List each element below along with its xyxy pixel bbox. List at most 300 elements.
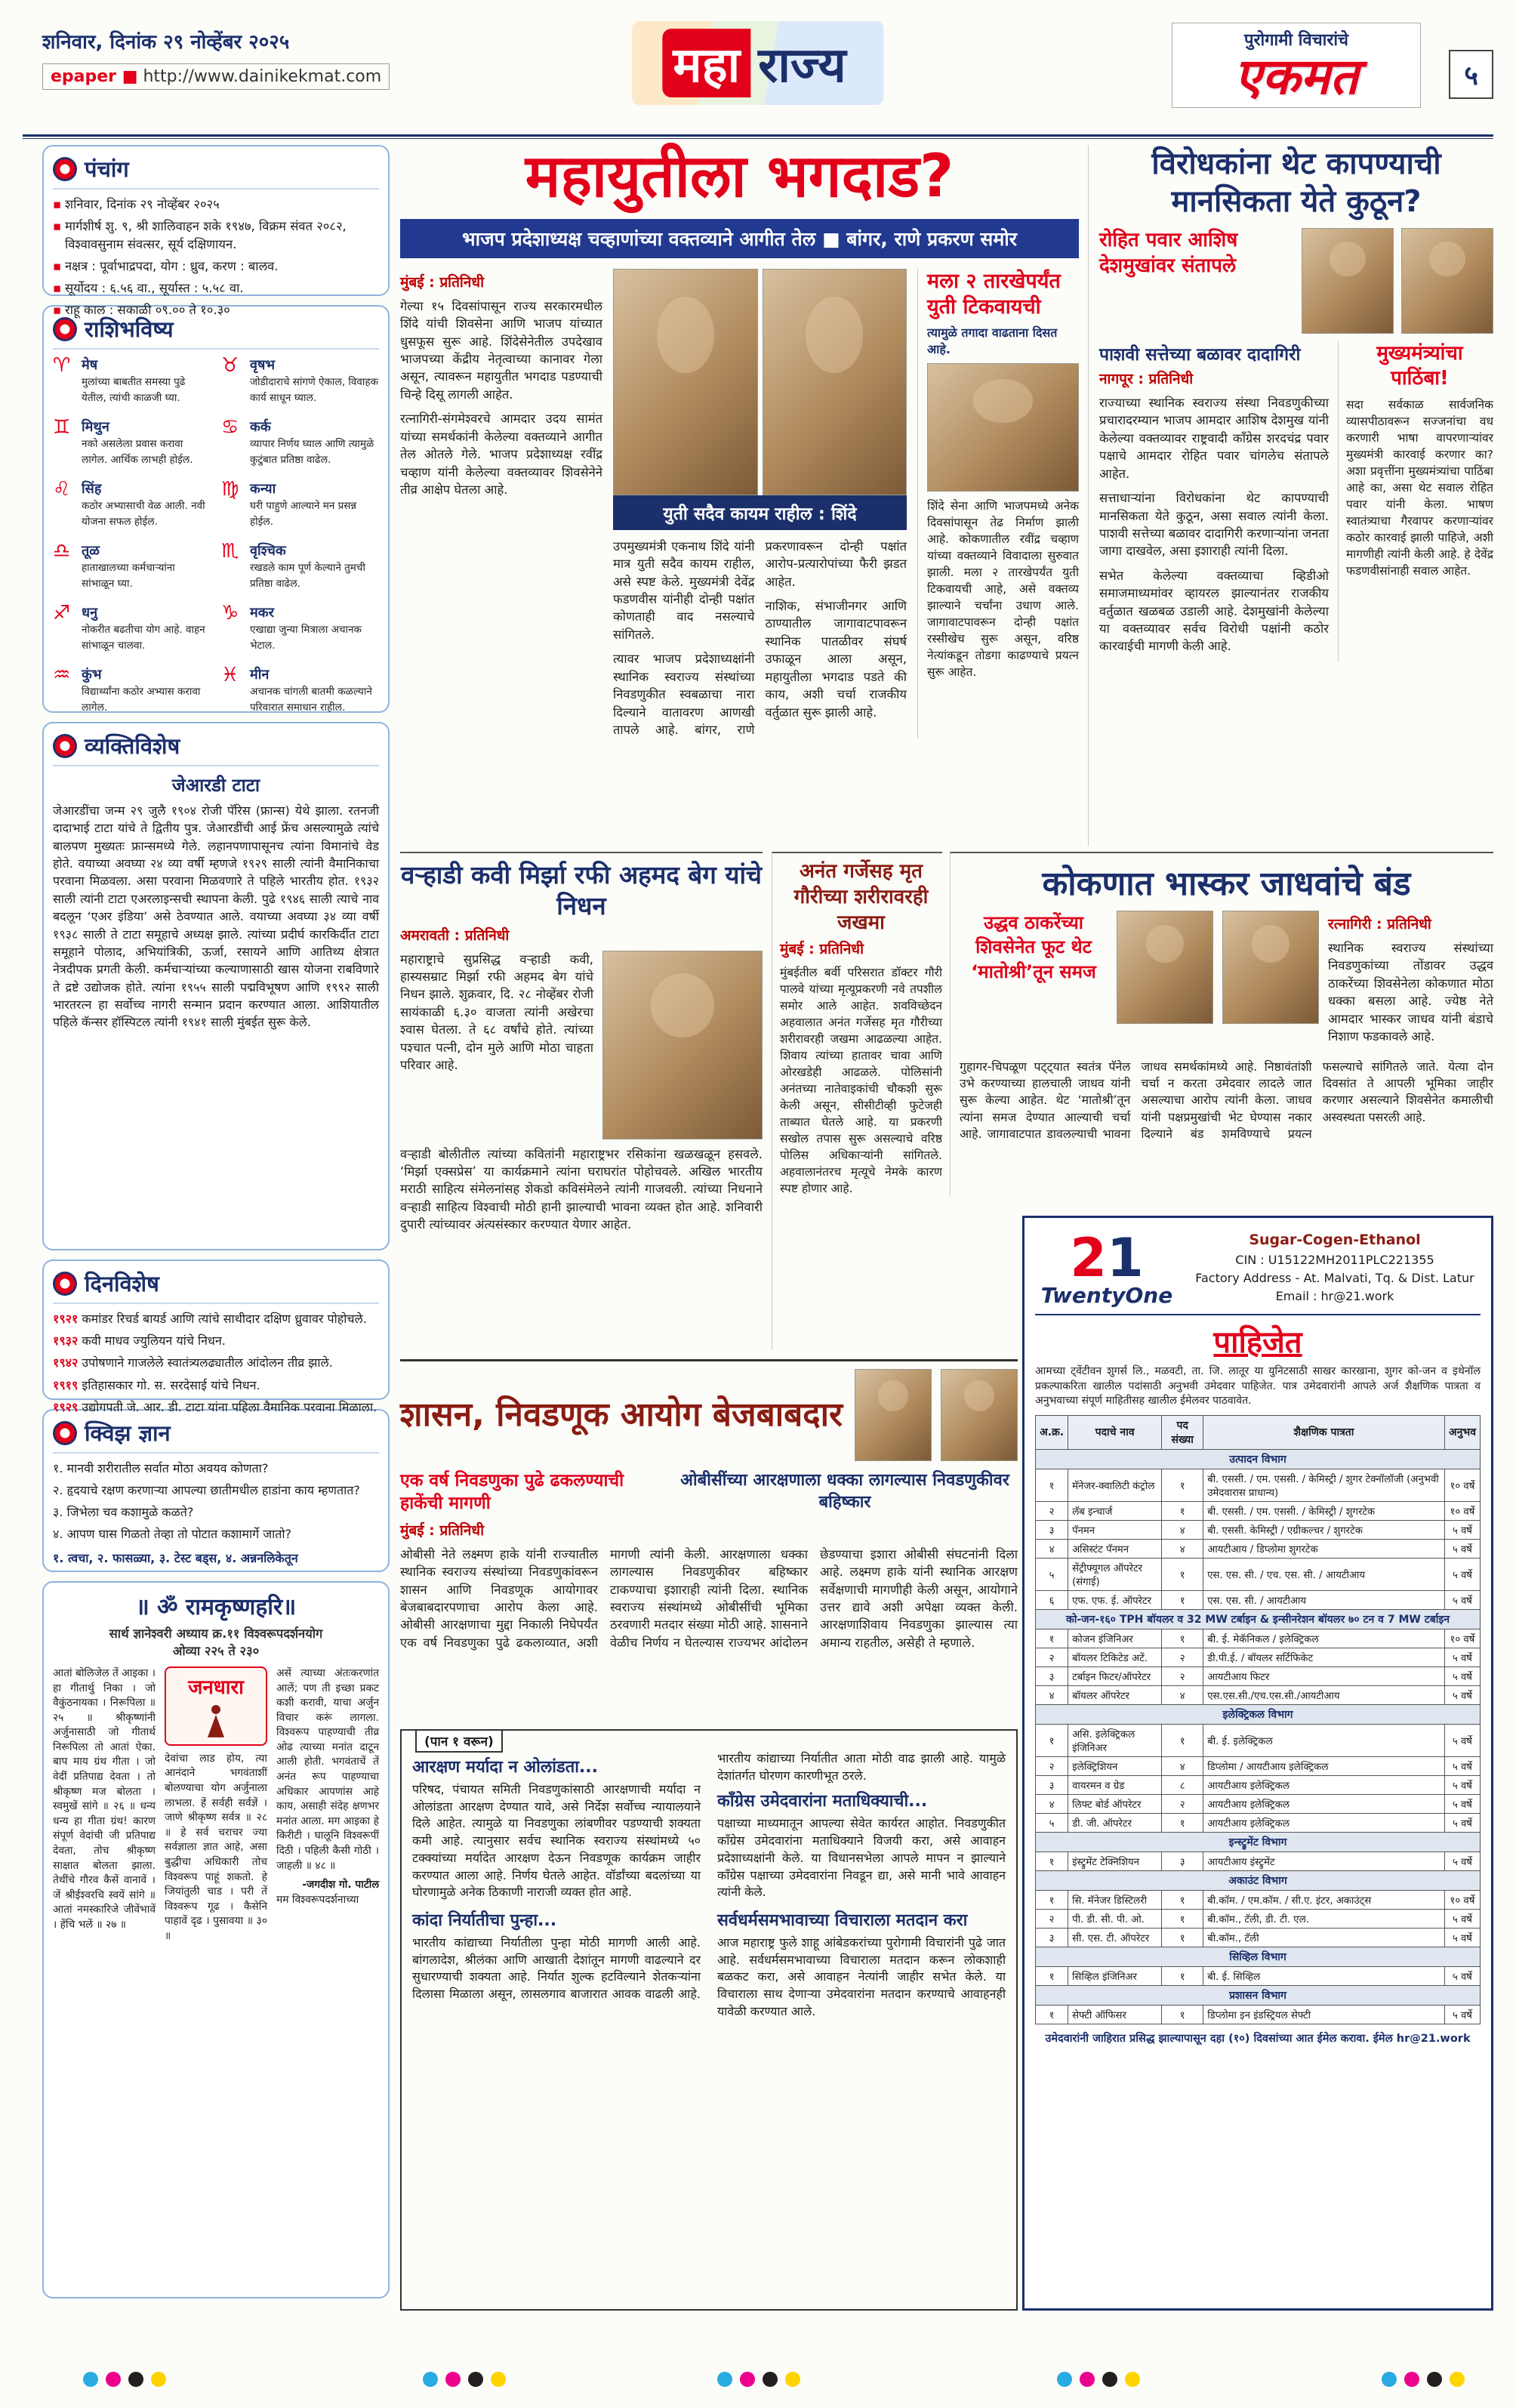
poet-obituary-article: [400, 852, 763, 1350]
devotional-col3: [276, 1666, 379, 1944]
yellow-dot: [1125, 2372, 1140, 2387]
quiz-question: ३. जिभेला चव कशामुळे कळते?: [53, 1505, 194, 1519]
photo-politician-right: [763, 269, 907, 495]
vacancy-experience: ५ वर्षे: [1444, 1520, 1480, 1539]
opposition-bold-subhead: पाशवी सत्तेच्या बळावर दादागिरी: [1099, 345, 1301, 365]
panchang-item: ▪ शनिवार, दिनांक २९ नोव्हेंबर २०२५: [53, 196, 379, 214]
black-dot: [468, 2372, 483, 2387]
twentyone-recruitment-ad: [1022, 1216, 1493, 2311]
vacancy-count: २: [1162, 1648, 1203, 1666]
vacancy-post: वायरमन व ग्रेड: [1068, 1775, 1162, 1794]
rosette-icon: [53, 157, 77, 181]
vacancy-qualification: बी. एससी. / एम. एससी. / केमिस्ट्री / शुगरटेक: [1203, 1501, 1445, 1520]
photo-politician-left: [613, 269, 758, 495]
day-special-title: दिनविशेष: [85, 1271, 159, 1296]
opposition-paragraph: सभेत केलेल्या वक्तव्याचा व्हिडीओ समाजमाध्यमांवर व्हायरल झाल्यानंतर राजकीय वर्तुळात खळबळ उडाली आहे. देशमुखांनी केलेल्या या वक्तव्यावर सर्वच विरोधी पक्षांनी कठोर कारवाईची मागणी केली आहे.: [1099, 568, 1329, 654]
vacancy-experience: ५ वर्षे: [1444, 1648, 1480, 1666]
yellow-dot: [1450, 2372, 1465, 2387]
opposition-red-subhead: रोहित पवार आशिष देशमुखांवर संतापले: [1099, 229, 1238, 277]
company-cin: CIN : U15122MH2011PLC221355: [1235, 1252, 1434, 1267]
vacancy-count: १: [1162, 1501, 1203, 1520]
company-products: Sugar-Cogen-Ethanol: [1249, 1232, 1421, 1249]
vacancy-experience: १० वर्षे: [1444, 1629, 1480, 1648]
yellow-dot: [151, 2372, 166, 2387]
brand-box: [1172, 23, 1421, 108]
vacancy-experience: ५ वर्षे: [1444, 1756, 1480, 1775]
election-subhead-row: [400, 1470, 1018, 1515]
vacancy-experience: ५ वर्षे: [1444, 1909, 1480, 1928]
vacancy-row: [1036, 1539, 1481, 1558]
vacancy-row: [1036, 1775, 1481, 1794]
horoscope-grid: [53, 356, 379, 727]
poet-obituary-grid: [400, 951, 763, 1145]
lead-body-grid: [400, 269, 1079, 739]
vacancy-post: सिव्हिल इंजिनिअर: [1068, 1966, 1162, 1985]
vacancy-serial: ४: [1036, 1685, 1068, 1704]
devotional-footline: मम विश्वरूपदर्शनाच्या: [276, 1893, 359, 1906]
col-count: पद संख्या: [1162, 1415, 1203, 1449]
vacancy-count: १: [1162, 1909, 1203, 1928]
vacancy-post: बॉयलर टिकिटेड अटें.: [1068, 1648, 1162, 1666]
zodiac-icon: ♋: [221, 416, 239, 439]
vacancy-count: ४: [1162, 1539, 1203, 1558]
logo-wordmark: TwentyOne: [1040, 1283, 1173, 1308]
zodiac-text: नको असलेला प्रवास करावा लागेल. आर्थिक लाभही होईल.: [82, 438, 193, 466]
vacancy-serial: २: [1036, 1501, 1068, 1520]
opposition-headline: विरोधकांना थेट कापण्याची मानसिकता येते कुठून?: [1151, 146, 1441, 219]
vacancy-serial: ३: [1036, 1666, 1068, 1685]
horoscope-item: [221, 665, 379, 720]
vacancy-count: १: [1162, 1890, 1203, 1909]
zodiac-name: मकर: [250, 605, 274, 621]
regmark-group: [83, 2372, 166, 2387]
continued-item: [412, 1755, 701, 1901]
day-special-item: [53, 1310, 379, 1327]
opposition-body-grid: [1099, 341, 1493, 662]
vacancy-count: १: [1162, 1558, 1203, 1590]
zodiac-icon: ♎: [53, 540, 71, 563]
horoscope-title: राशिभविष्य: [85, 316, 174, 342]
black-dot: [128, 2372, 143, 2387]
devotional-subtitle-line1: सार्थ ज्ञानेश्वरी अध्याय क्र.११ विश्वरूपदर्शनयोग: [109, 1626, 323, 1641]
vacancy-experience: ५ वर्षे: [1444, 1813, 1480, 1832]
event-year: १९४२: [53, 1355, 79, 1370]
vacancy-section-title: अकाउंट विभाग: [1036, 1870, 1481, 1890]
vacancy-serial: १: [1036, 2005, 1068, 2024]
vacancy-post: डी. जी. ऑपरेटर: [1068, 1813, 1162, 1832]
vacancy-qualification: बी.कॉम. / एम.कॉम. / सी.ए. इंटर, अकाउंट्स: [1203, 1890, 1445, 1909]
photo-ashish-deshmukh: [1401, 228, 1493, 334]
continued-item-head: सर्वधर्मसमभावाच्या विचाराला मतदान करा: [717, 1911, 968, 1931]
cyan-dot: [423, 2372, 438, 2387]
election-body-columns: [400, 1546, 1018, 1654]
vacancy-qualification: आयटीआय इंस्ट्रुमेंट: [1203, 1851, 1445, 1870]
konkan-body-bottom: गुहागर-चिपळूण पट्ट्यात स्वतंत्र पॅनेल उभे करण्याच्या हालचाली जाधव यांनी सुरू केल्या आहेत. थेट ‘मातोश्री’तून त्यांना समज देण्यात आल्याची चर्चा आहे. जागावाटपात डावलल्याची भावना जाधव समर्थकांमध्ये आहे. निष्ठावंतांशी चर्चा न करता उमेदवार लादले जात असल्याचा आरोप त्यांनी केला. जाधव यांनी पक्षप्रमुखांची भेट घेण्यास नकार दिल्याने बंड शमविण्याचे प्रयत्न फसल्याचे सांगितले जाते. येत्या दोन दिवसांत ते आपली भूमिका जाहीर करणार असल्याने शिवसेनेत कमालीची अस्वस्थता पसरली आहे.: [960, 1059, 1493, 1142]
devotional-title: ॥ ॐ रामकृष्णहरि॥: [135, 1594, 297, 1620]
zodiac-text: व्यापार निर्णय घ्याल आणि त्यामुळे कुटुंबात प्रतिष्ठा वाढेल.: [250, 438, 374, 466]
logo-digit-1: 1: [1107, 1227, 1144, 1289]
vacancy-serial: ५: [1036, 1813, 1068, 1832]
zodiac-text: अचानक चांगली बातमी कळल्याने परिवारात समाधान राहील.: [250, 686, 372, 714]
person-special-title: व्यक्तिविशेष: [85, 733, 180, 759]
vacancy-post: सि. मॅनेजर डिस्टिलरी: [1068, 1890, 1162, 1909]
company-email[interactable]: Email : hr@21.work: [1275, 1288, 1394, 1303]
day-special-item: [53, 1354, 379, 1371]
vacancy-post: बॉयलर ऑपरेटर: [1068, 1685, 1162, 1704]
col-experience: अनुभव: [1444, 1415, 1480, 1449]
devotional-col2-text: देवांचा लाड होय, त्या आनंदाने भगवंताशीं बोलण्याचा योग अर्जुनाला लाभला. हें सर्वही सर्वज्ञें । जाणे श्रीकृष्ण सर्वत्र ॥ २८ ॥ हे सर्व चराचर ज्या सर्वज्ञाला ज्ञात आहे, असा बुद्धीचा अधिकारी तोच विश्वरूप पाहूं शकतो. हे जियांतुली चाड । परी तें विश्वरूप गूढ । कैसेनि पाहावें दृढ । पुसावया ॥ ३० ॥: [165, 1752, 267, 1942]
continued-item-head: काँग्रेस उमेदवारांना मताधिक्याची...: [717, 1792, 928, 1811]
vacancy-serial: ६: [1036, 1590, 1068, 1609]
vacancy-footer-note: उमेदवारांनी जाहिरात प्रसिद्ध झाल्यापासून दहा (१०) दिवसांच्या आत ईमेल करावा. ईमेल hr@21.work: [1045, 2032, 1471, 2045]
continued-item: [717, 1908, 1006, 2021]
zodiac-name: तूळ: [82, 543, 100, 559]
vacancy-section: [1036, 1870, 1481, 1947]
lead-byline: मुंबई : प्रतिनिधी: [400, 273, 485, 291]
konkan-body-top: स्थानिक स्वराज्य संस्थांच्या निवडणुकांच्या तोंडावर उद्धव ठाकरेंच्या शिवसेनेला कोकणात मोठा धक्का बसला आहे. ज्येष्ठ नेते आमदार भास्कर जाधव यांनी बंडाचे निशाण फडकावले आहे.: [1328, 941, 1493, 1044]
vacancy-row: [1036, 1756, 1481, 1775]
election-headline: शासन, निवडणूक आयोग बेजबाबदार: [400, 1395, 843, 1434]
konkan-red-block: उद्धव ठाकरेंच्या शिवसेनेत फूट थेट ‘मातोश्री’तून समज: [971, 912, 1096, 982]
photo-mirza-rafi: [602, 951, 763, 1139]
rosette-icon: [53, 1272, 77, 1296]
photo-sidebar-leader: [927, 363, 1079, 492]
day-special-item: [53, 1398, 379, 1416]
horoscope-item: [221, 356, 379, 410]
vacancy-post: मॅनेजर-क्वालिटी कंट्रोल: [1068, 1469, 1162, 1501]
person-bio: जेआरडींचा जन्म २९ जुलै १९०४ रोजी पॅरिस (फ्रान्स) येथे झाला. रतनजी दादाभाई टाटा यांचे ते द्वितीय पुत्र. जेआरडींची आई फ्रेंच असल्यामुळे त्यांचे बालपण मुख्यतः फ्रान्समध्ये गेले. लहानपणापासूनच त्यांना विमानांचे वेड होते. वयाच्या अवघ्या २४ व्या वर्षी म्हणजे १९२९ साली त्यांनी वैमानिकाचा परवाना मिळवला. असा परवाना मिळवणारे ते पहिले भारतीय होत. १९३२ साली त्यांनी टाटा एअरलाइन्सची स्थापना केली. पुढे १९४६ साली त्याचे नाव बदलून ‘एअर इंडिया’ असे ठेवण्यात आले. वयाच्या अवघ्या ३४ व्या वर्षी १९३८ साली ते टाटा समूहाचे अध्यक्ष झाले. त्यांच्या प्रदीर्घ कारकिर्दीत टाटा समूहाने पोलाद, अभियांत्रिकी, ऊर्जा, रसायने आणि आतिथ्य क्षेत्रात नेत्रदीपक प्रगती केली. कर्मचाऱ्यांच्या कल्याणासाठी खास योजना राबविणारे ते द्रष्टे उद्योजक होते. त्यांना १९५५ साली पद्मविभूषण आणि १९९२ साली भारतरत्न हा सर्वोच्च नागरी सन्मान प्रदान करण्यात आला. आशियातील पहिले कॅन्सर हॉस्पिटल त्यांनी १९४१ साली मुंबईत सुरू केले.: [53, 803, 379, 1030]
zodiac-name: मीन: [250, 667, 270, 683]
vacancy-experience: ५ वर्षे: [1444, 1966, 1480, 1985]
continued-item-head: कांदा निर्यातीचा पुन्हा...: [412, 1911, 557, 1931]
vacancy-experience: १० वर्षे: [1444, 1890, 1480, 1909]
vacancy-experience: ५ वर्षे: [1444, 1775, 1480, 1794]
crime-headline: अनंत गर्जेसह मृत गौरीच्या शरीरावरही जखमा: [793, 860, 929, 934]
cyan-dot: [1382, 2372, 1397, 2387]
vacancy-serial: ५: [1036, 1558, 1068, 1590]
zodiac-name: वृश्चिक: [250, 543, 286, 559]
vacancy-count: ४: [1162, 1685, 1203, 1704]
zodiac-text: हाताखालच्या कर्मचाऱ्यांना सांभाळून घ्या.: [82, 562, 175, 590]
vacancy-qualification: डी.पी.ई. / बॉयलर सर्टिफिकेट: [1203, 1648, 1445, 1666]
vacancy-qualification: बी.कॉम., टॅली: [1203, 1928, 1445, 1947]
vacancy-serial: १: [1036, 1890, 1068, 1909]
vacancy-row: [1036, 1685, 1481, 1704]
vacancy-serial: ३: [1036, 1928, 1068, 1947]
vacancy-post: इलेक्ट्रिशियन: [1068, 1756, 1162, 1775]
black-dot: [1102, 2372, 1117, 2387]
vacancy-count: ३: [1162, 1851, 1203, 1870]
photo-rohit-pawar: [1302, 228, 1394, 334]
continued-columns: [412, 1750, 1006, 2300]
vacancy-row: [1036, 1590, 1481, 1609]
vacancy-qualification: बी. ई. मेकॅनिकल / इलेक्ट्रिकल: [1203, 1629, 1445, 1648]
opposition-article: [1099, 145, 1493, 846]
zodiac-text: घरी पाहुणे आल्याने मन प्रसन्न होईल.: [250, 500, 357, 528]
election-headline-row: [400, 1369, 1018, 1461]
lead-paragraph: नाशिक, संभाजीनगर आणि ठाण्यातील जागावाटपावरून स्थानिक पातळीवर संघर्ष उफाळून आला असून, महायुतीला भगदाड पडते की काय, अशी चर्चा राजकीय वर्तुळात सुरू झाली आहे.: [765, 599, 907, 720]
lead-story: [400, 145, 1089, 846]
devotional-col2: [165, 1666, 267, 1944]
horoscope-item: [221, 479, 379, 534]
vacancy-row: [1036, 1648, 1481, 1666]
vacancy-row: [1036, 1851, 1481, 1870]
janadhara-logo-text: जनधारा: [188, 1676, 244, 1699]
vacancy-serial: २: [1036, 1909, 1068, 1928]
lead-paragraph: गेल्या १५ दिवसांपासून राज्य सरकारमधील शिंदे यांची शिवसेना आणि भाजप यांच्यात धुसफूस सुरू आहे. शिंदेसेनेतील उपदेखाव भाजपच्या केंद्रीय नेतृत्वाच्या कानावर गेला असून, त्यावरून महायुतीत भगदाड पडण्याची चिन्हे दिसू लागली आहेत.: [400, 298, 602, 402]
lead-continued-text: [613, 538, 907, 739]
opposition-main-col: [1099, 341, 1329, 662]
panchang-item: ▪ मार्गशीर्ष शु. ९, श्री शालिवाहन शके १९४७, विक्रम संवत २०८२, विश्वावसुनाम संवत्सर, सूर्य दक्षिणायन.: [53, 217, 379, 254]
zodiac-text: मुलांच्या बाबतीत समस्या पुढे येतील, त्यांची काळजी घ्या.: [82, 376, 186, 404]
election-byline: मुंबई : प्रतिनिधी: [400, 1522, 485, 1539]
vacancy-post: असि. इलेक्ट्रिकल इंजिनिअर: [1068, 1724, 1162, 1756]
vacancy-row: [1036, 1629, 1481, 1648]
vacancy-serial: १: [1036, 1469, 1068, 1501]
page-header: [23, 17, 1493, 131]
vacancy-section-title: इलेक्ट्रिकल विभाग: [1036, 1704, 1481, 1724]
lead-paragraph: उपमुख्यमंत्री एकनाथ शिंदे यांनी मात्र युती सदैव कायम राहील, असे स्पष्ट केले. मुख्यमंत्री देवेंद्र फडणवीस यांनीही दोन्ही पक्षांत कोणताही वाद नसल्याचे सांगितले.: [613, 538, 755, 642]
konkan-subrow: [960, 911, 1493, 1053]
vacancy-post: टर्बाइन फिटर/ऑपरेटर: [1068, 1666, 1162, 1685]
vacancy-post: असिस्टंट पॅनमन: [1068, 1539, 1162, 1558]
epaper-url[interactable]: http://www.dainikekmat.com: [143, 67, 382, 86]
vacancy-post: पॅनमन: [1068, 1520, 1162, 1539]
vacancy-experience: १० वर्षे: [1444, 1469, 1480, 1501]
zodiac-name: वृषभ: [250, 357, 276, 373]
col-qualification: शैक्षणिक पात्रता: [1203, 1415, 1445, 1449]
vacancy-qualification: बी. ई. इलेक्ट्रिकल: [1203, 1724, 1445, 1756]
vacancy-qualification: बी.कॉम., टॅली, डी. टी. एल.: [1203, 1909, 1445, 1928]
opposition-paragraph: सत्ताधाऱ्यांना विरोधकांना थेट कापण्याची मानसिकता येते कुठून, असा सवाल त्यांनी केला. पाशवी सत्तेच्या बळावर दादागिरी करणाऱ्यांना जनता जागा दाखवेल, असा इशाराही त्यांनी दिला.: [1099, 491, 1329, 559]
zodiac-icon: ♏: [221, 540, 239, 563]
vacancy-section: [1036, 1985, 1481, 2024]
col-serial: अ.क्र.: [1036, 1415, 1068, 1449]
zodiac-name: धनु: [82, 605, 98, 621]
vacancy-qualification: डिप्लोमा / आयटीआय इलेक्ट्रिकल: [1203, 1756, 1445, 1775]
panchang-item: ▪ सूर्योदय : ६.५६ वा., सूर्यास्त : ५.५८ वा.: [53, 279, 379, 298]
vacancy-count: २: [1162, 1794, 1203, 1813]
black-dot: [1427, 2372, 1442, 2387]
horoscope-item: [221, 541, 379, 596]
vacancy-qualification: आयटीआय इलेक्ट्रिकल: [1203, 1775, 1445, 1794]
vacancy-serial: १: [1036, 1966, 1068, 1985]
vacancy-experience: ५ वर्षे: [1444, 1539, 1480, 1558]
yellow-dot: [785, 2372, 800, 2387]
vacancy-intro: आमच्या ट्वेंटीवन शुगर्स लि., मळवटी, ता. जि. लातूर या युनिटसाठी साखर कारखाना, शुगर को-जन व इथेनॉल प्रकल्पाकरिता खालील पदांसाठी अनुभवी उमेदवार पाहिजेत. पात्र उमेदवारांनी आपले अर्ज शैक्षणिक पात्रता व अनुभवाच्या संपूर्ण माहितीसह खालील ईमेलवर पाठवावेत.: [1035, 1365, 1481, 1407]
vacancy-row: [1036, 1558, 1481, 1590]
vacancy-qualification: एस.एस.सी./एच.एस.सी./आयटीआय: [1203, 1685, 1445, 1704]
horoscope-item: [53, 418, 211, 472]
vacancy-serial: २: [1036, 1756, 1068, 1775]
magenta-dot: [1080, 2372, 1095, 2387]
lead-col2: [613, 269, 907, 739]
vacancy-post: एफ. एफ. ई. ऑपरेटर: [1068, 1590, 1162, 1609]
quiz-answers: १. त्वचा, २. फासळ्या, ३. टेस्ट बड्स, ४. अन्ननलिकेतून: [53, 1551, 298, 1565]
epaper-label: epaper ■: [51, 67, 138, 86]
vacancy-count: १: [1162, 2005, 1203, 2024]
vacancy-serial: ४: [1036, 1794, 1068, 1813]
zodiac-name: मेष: [82, 357, 98, 373]
vacancy-count: १: [1162, 1724, 1203, 1756]
vacancy-count: १: [1162, 1813, 1203, 1832]
lead-headline: महायुतीला भगदाड?: [525, 143, 954, 211]
poet-photo-col: [602, 951, 763, 1145]
zodiac-icon: ♒: [53, 664, 71, 686]
vacancy-serial: १: [1036, 1724, 1068, 1756]
brand-name: एकमत: [1234, 48, 1359, 106]
yellow-dot: [491, 2372, 506, 2387]
page-number: ५: [1449, 50, 1493, 99]
vacancy-qualification: बी. एससी. / एम. एससी. / केमिस्ट्री / शुगर टेक्नॉलॉजी (अनुभवी उमेदवारास प्राधान्य): [1203, 1469, 1445, 1501]
regmark-group: [423, 2372, 506, 2387]
event-text: उपोषणाने गाजलेले स्वातंत्र्यलढ्यातील आंदोलन तीव्र झाले.: [82, 1355, 333, 1370]
devotional-subtitle-line2: ओव्या २२५ ते २३०: [172, 1644, 260, 1658]
magenta-dot: [106, 2372, 121, 2387]
vacancy-experience: ५ वर्षे: [1444, 1724, 1480, 1756]
quiz-question: २. हृदयाचे रक्षण करणाऱ्या आपल्या छातीमधील हाडांना काय म्हणतात?: [53, 1483, 360, 1497]
vacancy-count: १: [1162, 1469, 1203, 1501]
col-post: पदाचे नाव: [1068, 1415, 1162, 1449]
vacancy-post: लिफ्ट बोर्ड ऑपरेटर: [1068, 1794, 1162, 1813]
crime-article: [772, 852, 942, 1350]
event-text: कवी माधव ज्युलियन यांचे निधन.: [82, 1333, 226, 1349]
event-year: १९२१: [53, 1312, 79, 1326]
epaper-link[interactable]: [42, 63, 390, 90]
zodiac-text: कठोर अभ्यासाची वेळ आली. नवी योजना सफल होईल.: [82, 500, 205, 528]
vacancy-experience: ५ वर्षे: [1444, 2005, 1480, 2024]
horoscope-item: [221, 603, 379, 658]
election-red-subhead: एक वर्ष निवडणुका पुढे ढकलण्याची हाकेंची मागणी: [400, 1471, 624, 1513]
vacancy-section: [1036, 1832, 1481, 1870]
horoscope-item: [221, 418, 379, 472]
lead-col1: [400, 269, 602, 739]
event-text: इतिहासकार गो. स. सरदेसाई यांचे निधन.: [82, 1377, 260, 1392]
vacancy-count: १: [1162, 1629, 1203, 1648]
cyan-dot: [83, 2372, 98, 2387]
horoscope-item: [53, 479, 211, 534]
vacancy-experience: ५ वर्षे: [1444, 1590, 1480, 1609]
rosette-icon: [53, 1421, 77, 1445]
cyan-dot: [717, 2372, 732, 2387]
vacancy-serial: ३: [1036, 1520, 1068, 1539]
devotional-col1: आतां बोलिजेल तें आइका । हा गीतार्थु निका । जो वैकुंठनायका । निरूपिला ॥ २५ ॥ श्रीकृष्णांनी अर्जुनासाठी जो गीतार्थ निरूपिला तो आतां ऐका. बाप माय ग्रंथ गीता । जो वेदीं प्रतिपाद्य देवता । तो श्रीकृष्ण मज बोलता । स्वमुखें सांगे ॥ २६ ॥ धन्य धन्य हा गीता ग्रंथ! कारण संपूर्ण वेदांची जी प्रतिपाद्य देवता, तोच श्रीकृष्ण साक्षात बोलता झाला. तेथींचे गौरव कैसें वानावें । जें श्रीईश्वरचि स्वयें सांगे ॥ आतां नमस्कारिजे जीवेंभावें । हेंचि भलें ॥ २७ ॥: [53, 1667, 156, 1931]
vacancy-serial: १: [1036, 1629, 1068, 1648]
zodiac-text: विद्यार्थ्यांना कठोर अभ्यास करावा लागेल.: [82, 686, 201, 714]
zodiac-text: रखडले काम पूर्ण केल्याने तुमची प्रतिष्ठा वाढेल.: [250, 562, 365, 590]
person-special-section: [42, 722, 390, 1250]
vacancy-row: [1036, 2005, 1481, 2024]
company-info: [1189, 1229, 1481, 1306]
vacancy-serial: २: [1036, 1648, 1068, 1666]
election-commission-article: [400, 1359, 1018, 1723]
crime-body: मुंबईतील बर्वी परिसरात डॉक्टर गौरी पालवे यांच्या मृत्यूप्रकरणी नवे तपशील समोर आले आहेत. शवविच्छेदन अहवालात अनंत गर्जेसह मृत गौरीच्या शरीरावरही जखमा आढळल्या आहेत. शिवाय त्यांच्या हातावर चावा आणि ओरखडेही आढळले. पोलिसांनी अनंतच्या नातेवाइकांची चौकशी सुरू केली असून, सीसीटीव्ही फुटेजही ताब्यात घेतले आहे. या प्रकरणी सखोल तपास सुरू असल्याचे वरिष्ठ पोलिस अधिकाऱ्यांनी सांगितले. अहवालानंतरच मृत्यूचे नेमके कारण स्पष्ट होणार आहे.: [780, 966, 942, 1196]
vacancy-section-title: इन्स्ट्रुमेंट विभाग: [1036, 1832, 1481, 1851]
vacancy-row: [1036, 1666, 1481, 1685]
vacancy-section: [1036, 1609, 1481, 1704]
continued-from-page1-box: [400, 1729, 1018, 2311]
vacancy-count: ८: [1162, 1775, 1203, 1794]
zodiac-text: एखाद्या जुन्या मित्राला अचानक भेटाल.: [250, 624, 362, 652]
rosette-icon: [53, 317, 77, 341]
janadhara-ad: [165, 1666, 267, 1746]
election-body: ओबीसी नेते लक्ष्मण हाके यांनी राज्यातील स्थानिक स्वराज्य संस्थांच्या निवडणुकांवरून शासन आणि निवडणूक आयोगावर बेजबाबदारपणाचा आरोप केला आहे. ओबीसी आरक्षणाचा मुद्दा निकाली निघेपर्यंत एक वर्ष निवडणुका पुढे ढकलाव्यात, अशी मागणी त्यांनी केली. आरक्षणाला धक्का लागल्यास निवडणुकीवर बहिष्कार टाकण्याचा इशाराही त्यांनी दिला. स्थानिक स्वराज्य संस्थांमध्ये ओबीसींची भूमिका ठरवणारी मतदार संख्या मोठी आहे. शासनाने वेळीच निर्णय न घेतल्यास राज्यभर आंदोलन छेडण्याचा इशारा ओबीसी संघटनांनी दिला आहे. लक्ष्मण हाके यांनी स्थानिक आरक्षण सर्वेक्षणाची मागणीही केली असून, आयोगाने उत्तर द्यावे अशी अपेक्षा व्यक्त केली. आरक्षणाशिवाय निवडणुका झाल्यास त्या अमान्य राहतील, असेही ते म्हणाले.: [400, 1546, 1018, 1650]
continued-item-body: भारतीय कांद्याच्या निर्यातीला पुन्हा मोठी मागणी आली आहे. बांगलादेश, श्रीलंका आणि आखाती देशांतून मागणी वाढल्याने दर सुधारण्याची शक्यता आहे. निर्यात शुल्क हटविल्याने शेतकऱ्यांना दिलासा मिळाला असून, लासलगाव बाजारात आवक वाढली आहे. भारतीय कांद्याच्या निर्यातीत आता मोठी वाढ झाली आहे. यामुळे देशांतर्गत घोरणग कारणीभूत ठरले.: [412, 1751, 1006, 2002]
photo-speaker-2: [941, 1369, 1018, 1461]
devotional-col3-text: असें त्याच्या अंतःकरणांत आलें; पण ती इच्छा प्रकट कशी करावी, याचा अर्जुन विचार करूं लागला. विश्वरूप पाहण्याची तीव्र ओढ त्याच्या मनांत दाटून आली होती. भगवंताचें तें अनंत रूप पाहण्याचा अधिकार आपणांस आहे काय, असाही संदेह क्षणभर मनांत आला. मग आइका हे किरीटी । घालूनि विश्वरूपीं दिठी । पहिली कैसी गोठी । जाहली ॥ ४८ ॥: [276, 1667, 379, 1872]
regmark-group: [1382, 2372, 1465, 2387]
event-year: १९२९: [53, 1399, 79, 1414]
horoscope-item: [53, 603, 211, 658]
day-special-item: [53, 1332, 379, 1349]
zodiac-name: सिंह: [82, 481, 102, 497]
zodiac-text: जोडीदाराचे सांगणे ऐकाल, विवाहक कार्य साधून घ्याल.: [250, 376, 378, 404]
devotional-columns: [53, 1666, 379, 1944]
regmark-group: [1057, 2372, 1140, 2387]
konkan-lede: [1328, 911, 1493, 1053]
devotional-author: -जगदीश गो. पाटील: [302, 1879, 379, 1892]
event-text: उद्योगपती जे. आर. डी. टाटा यांना पहिला वैमानिक परवाना मिळाला.: [82, 1399, 377, 1414]
zodiac-text: नोकरीत बढतीचा योग आहे. वाहन सांभाळून चालवा.: [82, 624, 205, 652]
horoscope-item: [53, 356, 211, 410]
panchang-title: पंचांग: [85, 156, 129, 182]
zodiac-icon: ♐: [53, 602, 71, 624]
konkan-headline: कोकणात भास्कर जाधवांचे बंड: [1042, 865, 1411, 903]
horoscope-item: [53, 665, 211, 720]
sidebar-body: शिंदे सेना आणि भाजपमध्ये अनेक दिवसांपासून तेढ निर्माण झाली आहे. कोकणातील रवींद्र चव्हाण यांच्या वक्तव्याने विवादाला सुरुवात झाली. मला २ तारखेपर्यंत युती टिकवायची आहे, असे वक्तव्य झाल्याने चर्चांना उधाण आले. जागावाटपावरून दोन्ही पक्षांत रस्सीखेच सुरू असून, वरिष्ठ नेत्यांकडून तोडगा काढण्याचे प्रयत्न सुरू आहेत.: [927, 499, 1079, 680]
continued-tab: (पान १ वरून): [415, 1729, 503, 1753]
day-special-item: [53, 1377, 379, 1394]
lead-paragraph: त्यावर भाजप प्रदेशाध्यक्षांनी स्थानिक स्वराज्य संस्थांच्या निवडणुकीत स्वबळाचा नारा दिल्याने वातावरण आणखी तापले आहे. बांगर, राणे प्रकरणावरून दोन्ही पक्षांत आरोप-प्रत्यारोपांच्या फैरी झडत आहेत.: [613, 538, 907, 738]
person-name: जेआरडी टाटा: [171, 775, 260, 796]
cyan-dot: [1057, 2372, 1072, 2387]
vacancy-section-title: उत्पादन विभाग: [1036, 1449, 1481, 1469]
vacancy-post: इंस्ट्रुमेंट टेक्निशियन: [1068, 1851, 1162, 1870]
vacancy-row: [1036, 1890, 1481, 1909]
vacancy-qualification: बी. ई. सिव्हिल: [1203, 1966, 1445, 1985]
lead-photo-caption: युती सदैव कायम राहील : शिंदे: [613, 495, 907, 530]
vacancy-qualification: आयटीआय इलेक्ट्रिकल: [1203, 1794, 1445, 1813]
zodiac-icon: ♑: [221, 602, 239, 624]
vacancy-experience: ५ वर्षे: [1444, 1685, 1480, 1704]
vacancy-section-title: प्रशासन विभाग: [1036, 1985, 1481, 2005]
zodiac-name: मिथुन: [82, 419, 109, 435]
rosette-icon: [53, 734, 77, 758]
vacancy-serial: ३: [1036, 1775, 1068, 1794]
quiz-section: [42, 1409, 390, 1572]
konkan-byline: रत्नागिरी : प्रतिनिधी: [1328, 916, 1431, 933]
vacancy-count: ४: [1162, 1520, 1203, 1539]
cm-support-headline: मुख्यमंत्र्यांचा पाठिंबा!: [1376, 342, 1463, 390]
zodiac-icon: ♈: [53, 354, 71, 377]
sidebar-strap: त्यामुळे तगादा वाढताना दिसत आहे.: [927, 325, 1058, 357]
devotional-subtitle: [53, 1624, 379, 1659]
lead-photo-block: [613, 269, 907, 495]
lead-sidebar-box: [917, 269, 1079, 739]
vacancy-experience: ५ वर्षे: [1444, 1558, 1480, 1590]
vacancy-row: [1036, 1813, 1481, 1832]
horoscope-item: [53, 541, 211, 596]
vacancy-post: सी. एस. टी. ऑपरेटर: [1068, 1928, 1162, 1947]
vacancy-count: २: [1162, 1666, 1203, 1685]
vacancy-section: [1036, 1947, 1481, 1985]
election-navy-subhead: ओबीसींच्या आरक्षणाला धक्का लागल्यास निवडणुकीवर बहिष्कार: [680, 1471, 1009, 1512]
vacancy-experience: १० वर्षे: [1444, 1501, 1480, 1520]
twentyone-logo: [1035, 1227, 1179, 1308]
sidebar-headline: मला २ तारखेपर्यंत युती टिकवायची: [927, 269, 1061, 319]
event-year: १९१९: [53, 1377, 79, 1392]
magenta-dot: [1404, 2372, 1419, 2387]
